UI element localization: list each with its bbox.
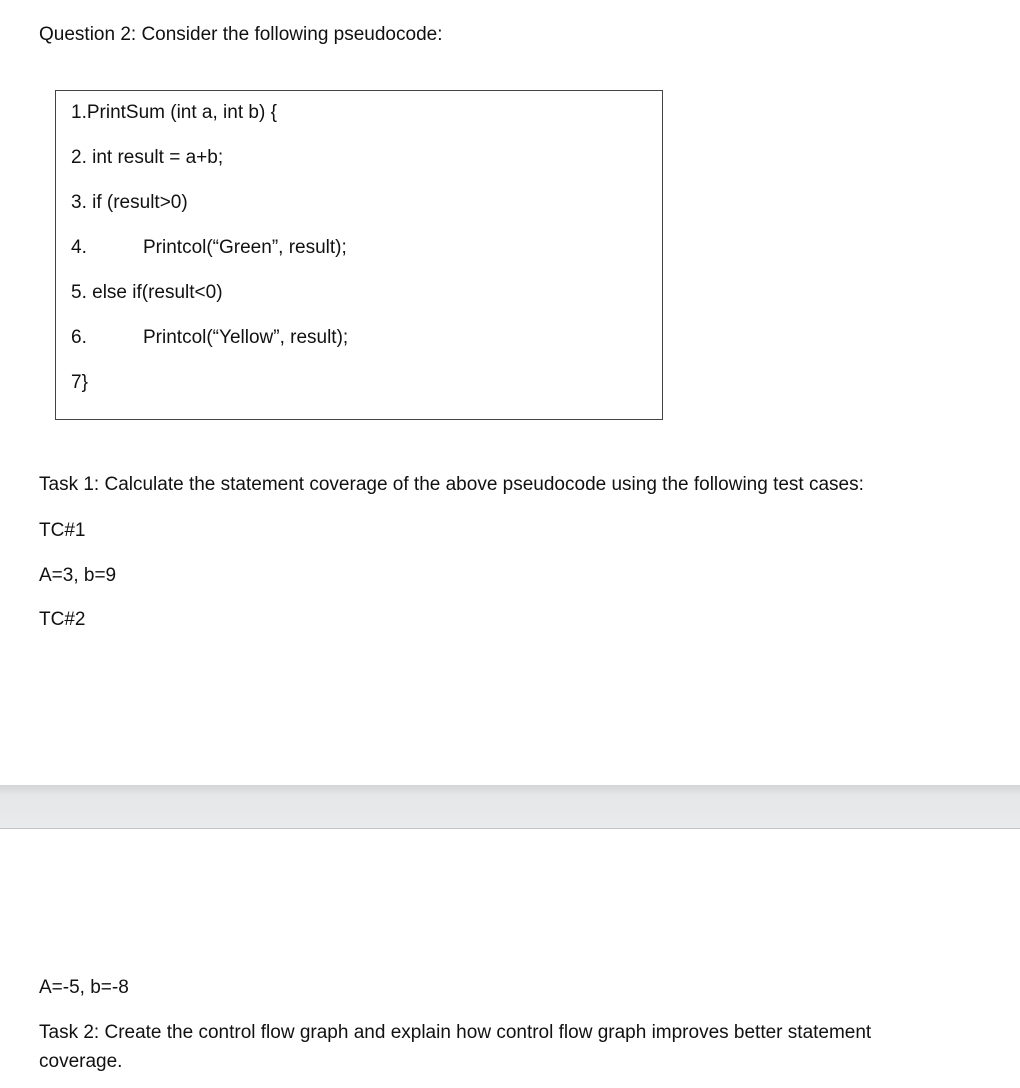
task2-text-line-1: Task 2: Create the control flow graph and explain how control flow graph improves better statement xyxy=(39,1022,872,1043)
page-break-divider xyxy=(0,785,1020,829)
tc1-values: A=3, b=9 xyxy=(39,565,117,586)
code-line-2: 2. int result = a+b; xyxy=(71,147,224,168)
tc2-values: A=-5, b=-8 xyxy=(39,977,129,998)
code-line-6 xyxy=(71,326,348,350)
code-line-5: 5. else if(result<0) xyxy=(71,282,223,303)
task2-text-line-2: coverage. xyxy=(39,1051,123,1072)
code-line-3: 3. if (result>0) xyxy=(71,192,188,213)
task1-text: Task 1: Calculate the statement coverage of the above pseudocode using the following test cases: xyxy=(39,474,864,495)
code-line-7: 7} xyxy=(71,372,88,393)
question-title: Question 2: Consider the following pseudocode: xyxy=(39,24,443,45)
code-line-4-body: Printcol(“Green”, result); xyxy=(143,237,347,258)
code-line-6-number: 6. xyxy=(71,327,87,348)
code-line-6-body: Printcol(“Yellow”, result); xyxy=(143,327,349,348)
code-line-4-number: 4. xyxy=(71,237,87,258)
pseudocode-box xyxy=(55,90,663,420)
tc1-label: TC#1 xyxy=(39,520,86,541)
code-line-4 xyxy=(71,236,347,260)
code-line-1: 1.PrintSum (int a, int b) { xyxy=(71,102,277,123)
tc2-label: TC#2 xyxy=(39,609,86,630)
